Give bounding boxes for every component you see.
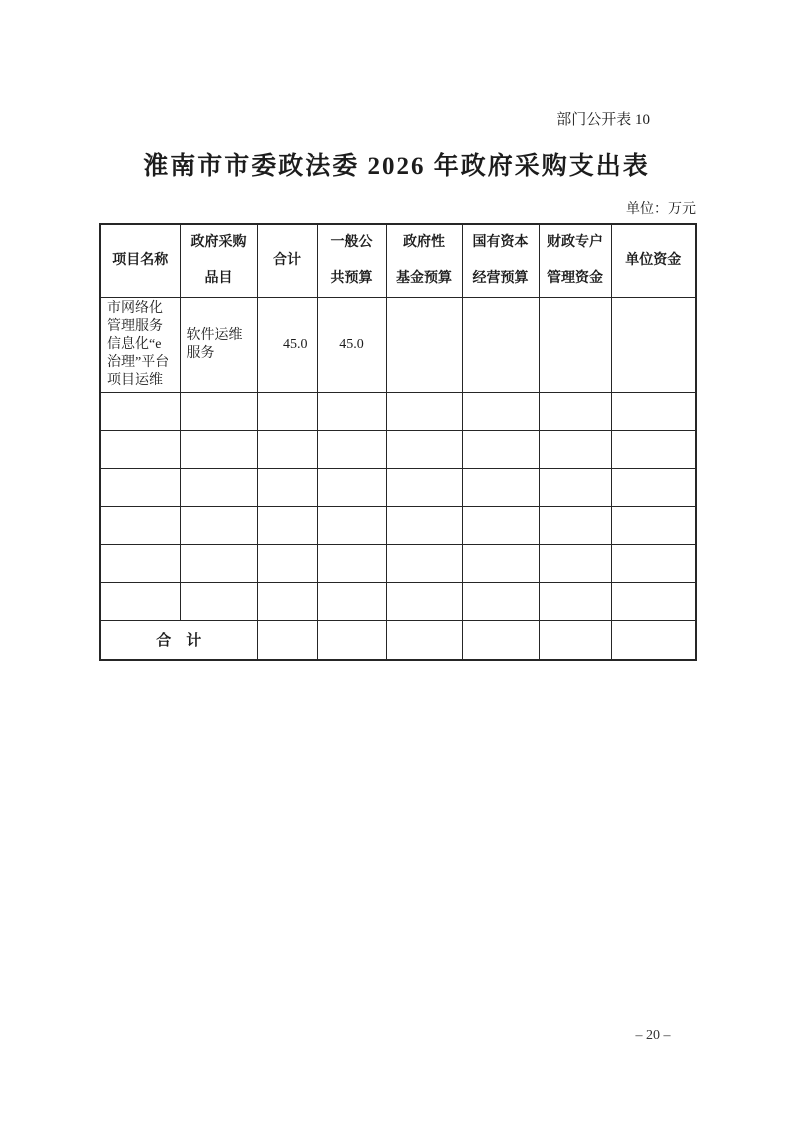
cell-fiscal-special-account: [539, 298, 611, 393]
empty-cell: [386, 469, 462, 507]
empty-cell: [462, 469, 539, 507]
header-project-name: [100, 224, 180, 298]
empty-cell: [317, 431, 386, 469]
unit-label: 单位：万元: [626, 202, 696, 217]
empty-table-row: [100, 393, 696, 431]
header-label: 国有资本: [472, 235, 529, 250]
page-number: – 20 –: [635, 1028, 671, 1043]
cell-general-public-budget: 45.0: [317, 298, 386, 393]
header-label: 项目名称: [112, 253, 169, 268]
header-procurement-item: [180, 224, 257, 298]
project-name-line: 信息化“e: [107, 337, 162, 352]
empty-cell: [386, 583, 462, 621]
header-label: 一般公: [330, 235, 373, 250]
project-name-line: 管理服务: [107, 319, 163, 334]
total-cell-unit-funds: [611, 621, 696, 660]
empty-cell: [386, 431, 462, 469]
header-label: 政府性: [403, 235, 445, 250]
header-total: [257, 224, 317, 298]
header-label: 共预算: [330, 271, 373, 286]
total-row-label: 合 计: [100, 621, 257, 660]
empty-cell: [317, 469, 386, 507]
total-cell-state-capital-budget: [462, 621, 539, 660]
empty-table-row: [100, 507, 696, 545]
empty-cell: [611, 545, 696, 583]
cell-unit-funds: [611, 298, 696, 393]
empty-cell: [462, 393, 539, 431]
header-gov-fund-budget: [386, 224, 462, 298]
total-cell-total: [257, 621, 317, 660]
header-label: 单位资金: [625, 253, 682, 268]
procurement-table: [99, 223, 697, 661]
empty-cell: [180, 507, 257, 545]
empty-cell: [386, 545, 462, 583]
empty-cell: [539, 393, 611, 431]
table-row: [100, 298, 696, 393]
empty-cell: [317, 507, 386, 545]
empty-cell: [180, 393, 257, 431]
empty-cell: [100, 431, 180, 469]
header-unit-funds: [611, 224, 696, 298]
empty-cell: [100, 507, 180, 545]
empty-cell: [317, 583, 386, 621]
empty-cell: [539, 431, 611, 469]
header-general-public-budget: [317, 224, 386, 298]
empty-cell: [462, 431, 539, 469]
total-row: [100, 621, 696, 660]
page-title: 淮南市市委政法委 2026 年政府采购支出表: [143, 153, 650, 180]
empty-cell: [257, 507, 317, 545]
cell-gov-fund-budget: [386, 298, 462, 393]
header-label: 合计: [273, 253, 301, 268]
empty-cell: [611, 431, 696, 469]
cell-total: 45.0: [257, 298, 317, 393]
empty-cell: [539, 545, 611, 583]
empty-cell: [257, 431, 317, 469]
empty-cell: [611, 393, 696, 431]
total-cell-general-public-budget: [317, 621, 386, 660]
empty-cell: [180, 469, 257, 507]
table-header-row: [100, 224, 696, 298]
empty-cell: [386, 507, 462, 545]
empty-cell: [100, 469, 180, 507]
empty-cell: [100, 393, 180, 431]
empty-table-row: [100, 431, 696, 469]
empty-cell: [257, 393, 317, 431]
header-label: 经营预算: [472, 271, 529, 286]
empty-cell: [462, 583, 539, 621]
empty-table-row: [100, 545, 696, 583]
empty-cell: [386, 393, 462, 431]
cell-state-capital-budget: [462, 298, 539, 393]
empty-cell: [317, 393, 386, 431]
header-label: 财政专户: [547, 235, 603, 250]
empty-table-row: [100, 469, 696, 507]
header-label: 管理资金: [547, 271, 603, 286]
empty-cell: [611, 469, 696, 507]
total-cell-fiscal-special-account: [539, 621, 611, 660]
empty-cell: [257, 583, 317, 621]
empty-cell: [100, 583, 180, 621]
empty-cell: [462, 545, 539, 583]
empty-cell: [462, 507, 539, 545]
empty-cell: [180, 431, 257, 469]
empty-cell: [611, 507, 696, 545]
header-label: 基金预算: [396, 271, 452, 286]
header-label: 政府采购: [190, 235, 247, 250]
empty-cell: [611, 583, 696, 621]
header-label: 品目: [204, 271, 233, 286]
empty-cell: [539, 507, 611, 545]
empty-cell: [539, 583, 611, 621]
empty-cell: [257, 545, 317, 583]
empty-cell: [180, 583, 257, 621]
empty-cell: [100, 545, 180, 583]
header-state-capital-budget: [462, 224, 539, 298]
project-name-line: 市网络化: [107, 301, 163, 316]
project-name-line: 项目运维: [107, 373, 163, 388]
cell-project-name: [100, 298, 180, 393]
header-fiscal-special-account: [539, 224, 611, 298]
project-name-line: 治理”平台: [107, 355, 170, 370]
empty-cell: [317, 545, 386, 583]
total-cell-gov-fund-budget: [386, 621, 462, 660]
empty-cell: [257, 469, 317, 507]
header-note: 部门公开表 10: [556, 112, 650, 128]
cell-procurement-item: 软件运维服务: [180, 298, 257, 393]
empty-cell: [180, 545, 257, 583]
empty-cell: [539, 469, 611, 507]
empty-table-row: [100, 583, 696, 621]
